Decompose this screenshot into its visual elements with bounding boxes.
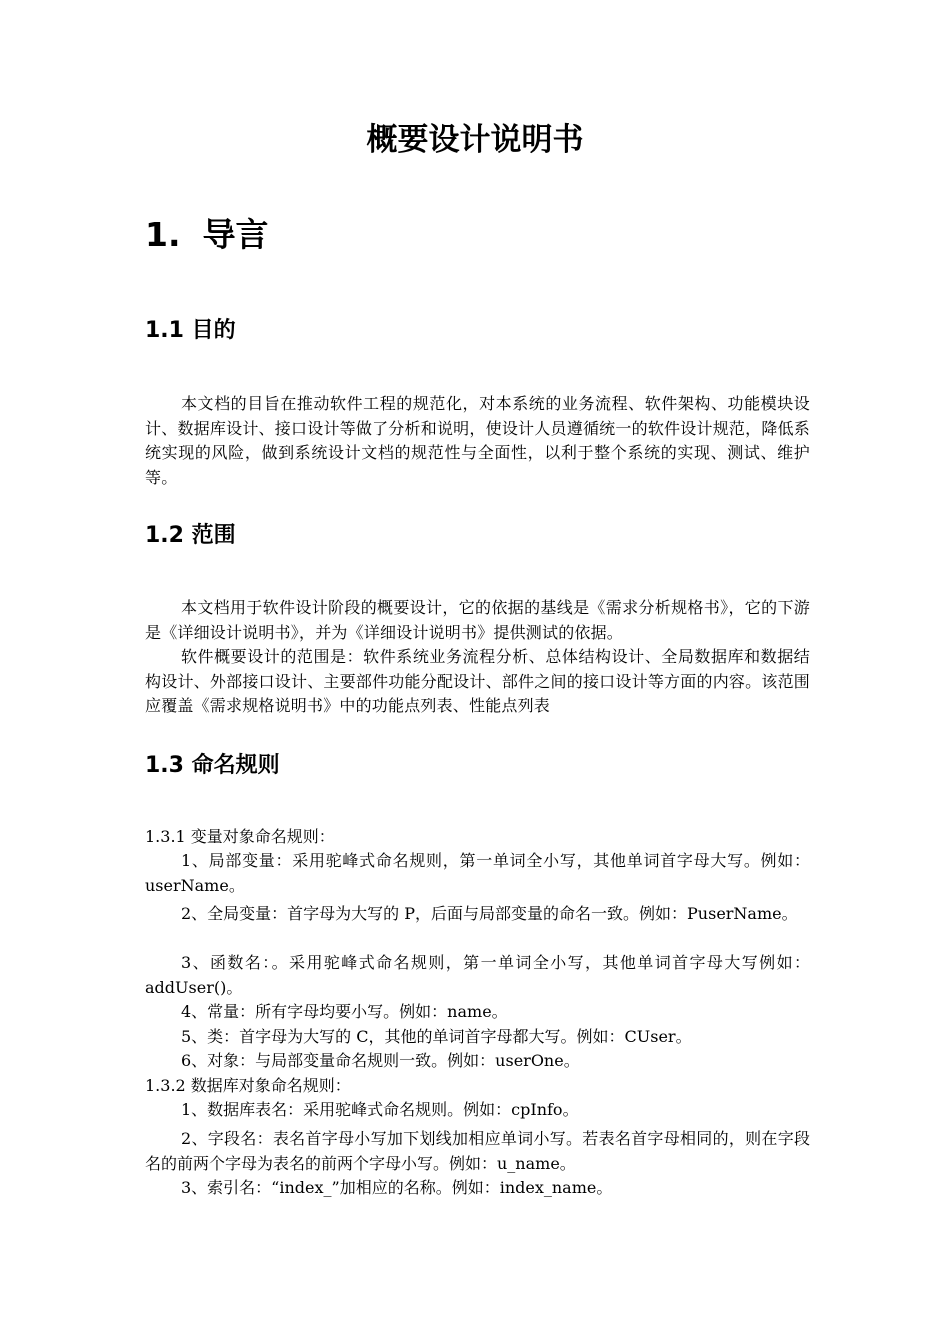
section-number: 1. (145, 215, 181, 254)
rule-object: 6、对象：与局部变量命名规则一致。例如：userOne。 (181, 1051, 580, 1070)
rule-index-name: 3、索引名：“index_”加相应的名称。例如：index_name。 (181, 1178, 613, 1197)
purpose-paragraph: 本文档的目旨在推动软件工程的规范化，对本系统的业务流程、软件架构、功能模块设计、数据库设计、接口设计等做了分析和说明，使设计人员遵循统一的软件设计规范，降低系统实现的风险，做到系统设计文档的规范性与全面性，以利于整个系统的实现、测试、维护等。 (145, 394, 810, 487)
document-title: 概要设计说明书 (366, 122, 584, 158)
rule-function-name: 3、函数名：。采用驼峰式命名规则，第一单词全小写，其他单词首字母大写例如：addUser()。 (145, 953, 810, 997)
subsection-heading-naming-rules: 1.3 命名规则 (145, 753, 280, 778)
rule-table-name: 1、数据库表名：采用驼峰式命名规则。例如：cpInfo。 (181, 1100, 579, 1119)
rule-constant: 4、常量：所有字母均要小写。例如：name。 (181, 1002, 508, 1021)
rule-field-name: 2、字段名：表名首字母小写加下划线加相应单词小写。若表名首字母相同的，则在字段名的前两个字母为表名的前两个字母小写。例如：u_name。 (145, 1129, 810, 1173)
naming-subsection-database-title: 1.3.2 数据库对象命名规则： (145, 1076, 351, 1095)
naming-subsection-variables-title: 1.3.1 变量对象命名规则： (145, 827, 335, 846)
scope-paragraph-1: 本文档用于软件设计阶段的概要设计，它的依据的基线是《需求分析规格书》，它的下游是《详细设计说明书》，并为《详细设计说明书》提供测试的依据。 (145, 598, 810, 642)
section-heading-introduction (145, 212, 269, 258)
subsection-heading-scope: 1.2 范围 (145, 523, 236, 548)
rule-class: 5、类：首字母为大写的 C，其他的单词首字母都大写。例如：CUser。 (181, 1027, 692, 1046)
rule-local-variable: 1、局部变量：采用驼峰式命名规则，第一单词全小写，其他单词首字母大写。例如：userName。 (145, 851, 810, 895)
rule-global-variable: 2、全局变量：首字母为大写的 P，后面与局部变量的命名一致。例如：PuserName。 (181, 904, 798, 923)
scope-paragraph-2: 软件概要设计的范围是：软件系统业务流程分析、总体结构设计、全局数据库和数据结构设计、外部接口设计、主要部件功能分配设计、部件之间的接口设计等方面的内容。该范围应覆盖《需求规格说明书》中的功能点列表、性能点列表 (145, 647, 810, 715)
section-title: 导言 (202, 215, 269, 254)
subsection-heading-purpose: 1.1 目的 (145, 318, 236, 343)
